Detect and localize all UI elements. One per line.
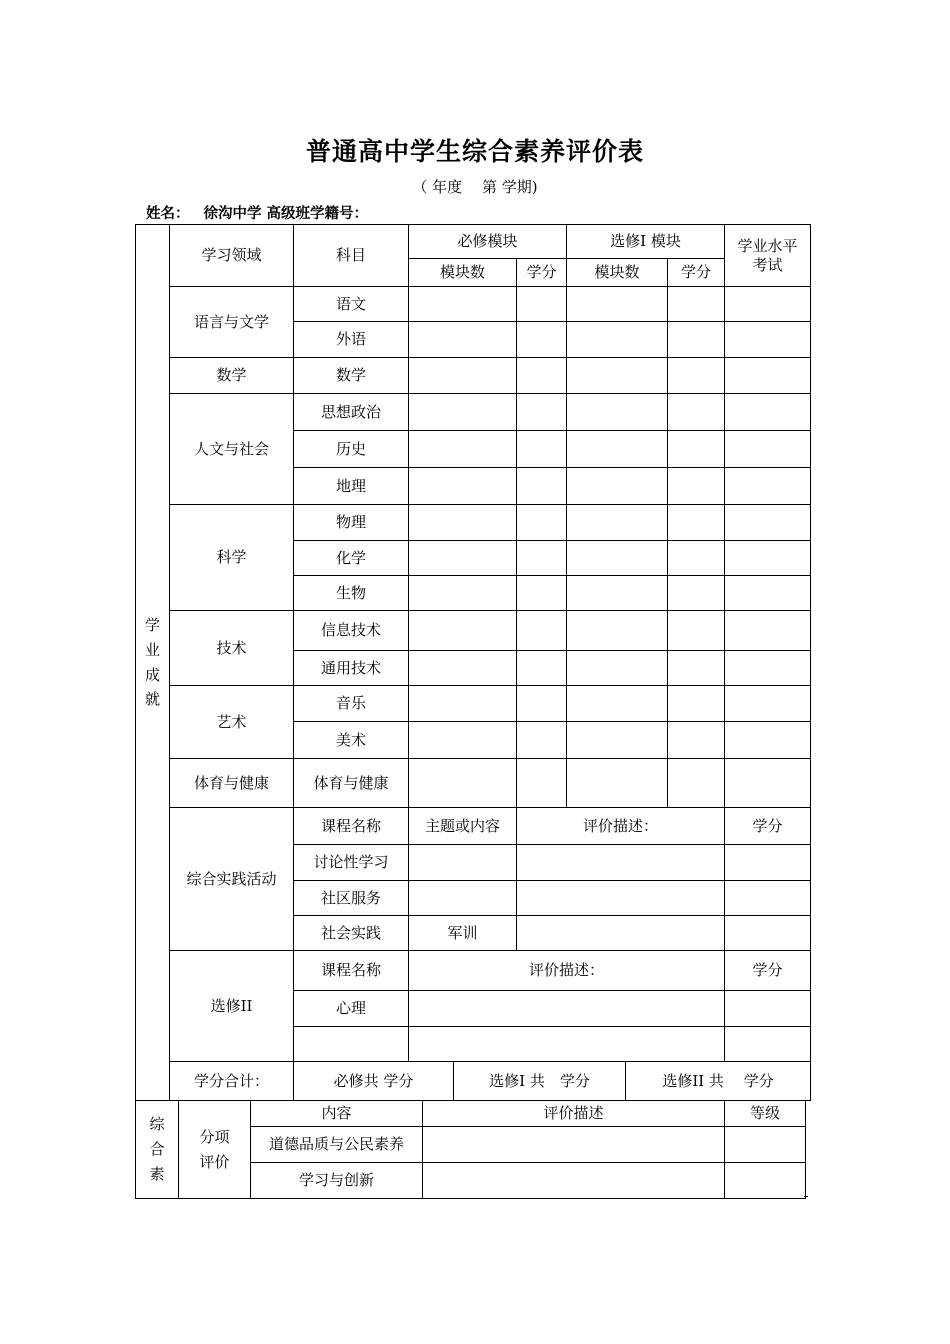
divider (804, 1196, 808, 1197)
grade-cell[interactable] (725, 322, 811, 358)
comprehensive-quality-table (135, 1100, 806, 1199)
grade-cell[interactable] (725, 576, 811, 611)
school-info: 徐沟中学 高级班学籍号： (203, 206, 369, 222)
totals-row (294, 1062, 811, 1101)
subject-cell: 历史 (294, 431, 409, 468)
practice-header-eval: 评价描述： (517, 808, 725, 845)
practice-topic[interactable]: 军训 (409, 916, 517, 951)
grade-cell[interactable] (517, 322, 567, 358)
grade-cell[interactable] (725, 394, 811, 431)
grade-cell[interactable] (668, 431, 725, 468)
elective2-header-credits: 学分 (725, 951, 811, 991)
quality-eval[interactable] (423, 1163, 725, 1199)
grade-cell[interactable] (668, 611, 725, 651)
quality-eval[interactable] (423, 1127, 725, 1163)
grade-cell[interactable] (517, 722, 567, 759)
grade-cell[interactable] (517, 611, 567, 651)
grade-cell[interactable] (567, 759, 668, 808)
subject-cell: 生物 (294, 576, 409, 611)
name-label: 姓名： (146, 206, 190, 222)
grade-cell[interactable] (567, 431, 668, 468)
grade-cell[interactable] (725, 759, 811, 808)
elective2-credits[interactable] (725, 1027, 811, 1062)
domain-cell: 体育与健康 (170, 759, 294, 808)
grade-cell[interactable] (668, 651, 725, 686)
grade-cell[interactable] (409, 505, 517, 541)
grade-cell[interactable] (409, 759, 517, 808)
grade-cell[interactable] (668, 759, 725, 808)
grade-cell[interactable] (409, 541, 517, 576)
practice-credits[interactable] (725, 916, 811, 951)
quality-grade[interactable] (725, 1127, 806, 1163)
grade-cell[interactable] (567, 287, 668, 322)
subject-cell: 通用技术 (294, 651, 409, 686)
subject-cell: 思想政治 (294, 394, 409, 431)
grade-cell[interactable] (668, 686, 725, 722)
header-subject: 科目 (294, 225, 409, 287)
subject-cell: 数学 (294, 358, 409, 394)
grade-cell[interactable] (517, 358, 567, 394)
grade-cell[interactable] (409, 431, 517, 468)
academic-side-label: 学 业 成 就 (136, 225, 170, 1101)
domain-cell: 艺术 (170, 686, 294, 759)
subject-cell: 美术 (294, 722, 409, 759)
grade-cell[interactable] (409, 651, 517, 686)
domain-cell: 科学 (170, 505, 294, 611)
totals-elective2: 选修II 共 学分 (662, 1071, 774, 1090)
domain-cell: 综合实践活动 (170, 808, 294, 951)
elective2-header-eval: 评价描述： (409, 951, 725, 991)
subject-cell: 语文 (294, 287, 409, 322)
elective2-course: 心理 (294, 991, 409, 1027)
grade-cell[interactable] (567, 394, 668, 431)
practice-eval[interactable] (517, 916, 725, 951)
subject-cell: 物理 (294, 505, 409, 541)
grade-cell[interactable] (517, 287, 567, 322)
academic-achievement-table (135, 224, 811, 1101)
header-module-count: 模块数 (567, 259, 668, 287)
grade-cell[interactable] (668, 541, 725, 576)
quality-grade[interactable] (725, 1163, 806, 1199)
grade-cell[interactable] (725, 722, 811, 759)
header-domain: 学习领域 (170, 225, 294, 287)
grade-cell[interactable] (668, 505, 725, 541)
domain-cell: 选修II (170, 951, 294, 1062)
practice-course: 社区服务 (294, 881, 409, 916)
practice-header-course: 课程名称 (294, 808, 409, 845)
grade-cell[interactable] (725, 651, 811, 686)
header-credits: 学分 (517, 259, 567, 287)
grade-cell[interactable] (409, 686, 517, 722)
grade-cell[interactable] (517, 468, 567, 505)
quality-side-label: 综 合 素 (136, 1101, 179, 1199)
page-title: 普通高中学生综合素养评价表 (305, 137, 644, 166)
grade-cell[interactable] (725, 611, 811, 651)
grade-cell[interactable] (567, 468, 668, 505)
subject-cell: 体育与健康 (294, 759, 409, 808)
grade-cell[interactable] (725, 358, 811, 394)
grade-cell[interactable] (668, 358, 725, 394)
elective2-eval[interactable] (409, 1027, 725, 1062)
grade-cell[interactable] (567, 358, 668, 394)
practice-topic[interactable] (409, 881, 517, 916)
header-module-count: 模块数 (409, 259, 517, 287)
totals-required: 必修共 学分 (294, 1062, 454, 1100)
quality-item: 道德品质与公民素养 (251, 1127, 423, 1163)
elective2-course[interactable] (294, 1027, 409, 1062)
grade-cell[interactable] (517, 505, 567, 541)
grade-cell[interactable] (567, 686, 668, 722)
grade-cell[interactable] (517, 394, 567, 431)
grade-cell[interactable] (668, 287, 725, 322)
grade-cell[interactable] (567, 611, 668, 651)
grade-cell[interactable] (409, 576, 517, 611)
subject-cell: 音乐 (294, 686, 409, 722)
grade-cell[interactable] (409, 394, 517, 431)
domain-cell: 数学 (170, 358, 294, 394)
grade-cell[interactable] (517, 431, 567, 468)
grade-cell[interactable] (517, 541, 567, 576)
grade-cell[interactable] (567, 541, 668, 576)
subject-cell: 地理 (294, 468, 409, 505)
student-info-line (146, 202, 382, 223)
practice-eval[interactable] (517, 881, 725, 916)
grade-cell[interactable] (567, 651, 668, 686)
practice-header-credits: 学分 (725, 808, 811, 845)
quality-header-grade: 等级 (725, 1101, 806, 1127)
subject-cell: 化学 (294, 541, 409, 576)
elective2-header-course: 课程名称 (294, 951, 409, 991)
practice-course: 社会实践 (294, 916, 409, 951)
grade-cell[interactable] (725, 431, 811, 468)
totals-label: 学分合计： (170, 1062, 294, 1101)
totals-elective1: 选修I 共 学分 (454, 1062, 626, 1100)
elective2-eval[interactable] (409, 991, 725, 1027)
practice-course: 讨论性学习 (294, 845, 409, 881)
grade-cell[interactable] (409, 468, 517, 505)
grade-cell[interactable] (567, 576, 668, 611)
grade-cell[interactable] (725, 287, 811, 322)
quality-header-content: 内容 (251, 1101, 423, 1127)
grade-cell[interactable] (567, 322, 668, 358)
grade-cell[interactable] (409, 722, 517, 759)
header-credits: 学分 (668, 259, 725, 287)
subject-cell: 信息技术 (294, 611, 409, 651)
grade-cell[interactable] (517, 651, 567, 686)
grade-cell[interactable] (517, 686, 567, 722)
practice-topic[interactable] (409, 845, 517, 881)
domain-cell: 技术 (170, 611, 294, 686)
header-elective1: 选修I 模块 (567, 225, 725, 259)
practice-credits[interactable] (725, 845, 811, 881)
grade-cell[interactable] (409, 358, 517, 394)
header-required: 必修模块 (409, 225, 567, 259)
domain-cell: 人文与社会 (170, 394, 294, 505)
quality-item: 学习与创新 (251, 1163, 423, 1199)
grade-cell[interactable] (725, 505, 811, 541)
term-subtitle: （ 年度 第 学期) (412, 178, 538, 196)
grade-cell[interactable] (517, 576, 567, 611)
practice-header-topic: 主题或内容 (409, 808, 517, 845)
grade-cell[interactable] (668, 576, 725, 611)
grade-cell[interactable] (668, 722, 725, 759)
grade-cell[interactable] (725, 686, 811, 722)
grade-cell[interactable] (567, 505, 668, 541)
domain-cell: 语言与文学 (170, 287, 294, 358)
grade-cell[interactable] (409, 611, 517, 651)
subject-cell: 外语 (294, 322, 409, 358)
grade-cell[interactable] (517, 759, 567, 808)
quality-header-eval: 评价描述 (423, 1101, 725, 1127)
grade-cell[interactable] (668, 322, 725, 358)
grade-cell[interactable] (409, 287, 517, 322)
grade-cell[interactable] (567, 722, 668, 759)
practice-eval[interactable] (517, 845, 725, 881)
practice-credits[interactable] (725, 881, 811, 916)
grade-cell[interactable] (668, 468, 725, 505)
grade-cell[interactable] (409, 322, 517, 358)
elective2-credits[interactable] (725, 991, 811, 1027)
quality-sub-label: 分项评价 (179, 1101, 251, 1199)
grade-cell[interactable] (725, 541, 811, 576)
grade-cell[interactable] (725, 468, 811, 505)
grade-cell[interactable] (668, 394, 725, 431)
header-exam: 学业水平考试 (725, 225, 811, 287)
